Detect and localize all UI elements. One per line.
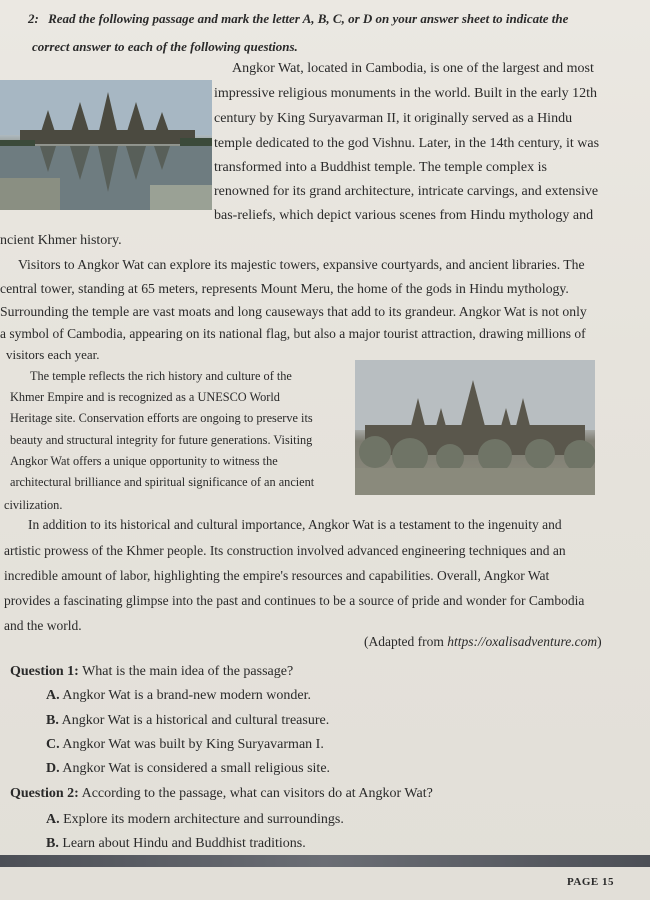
q2-option-a-letter: A.: [46, 812, 60, 827]
source-citation: [364, 633, 602, 651]
p1-line-8: ncient Khmer history.: [0, 233, 122, 248]
q1-option-c-text: Angkor Wat was built by King Suryavarman I.: [62, 737, 324, 752]
instruction-line-2: correct answer to each of the following questions.: [32, 39, 298, 54]
question-2-text: According to the passage, what can visitors do at Angkor Wat?: [81, 786, 433, 801]
q1-option-c-letter: C.: [46, 737, 60, 752]
p4-line-2: artistic prowess of the Khmer people. Its construction involved advanced engineering techniques and an: [4, 543, 566, 558]
page-bottom-bar: [0, 855, 650, 867]
q1-option-a-letter: A.: [46, 688, 60, 703]
instruction-line-1: Read the following passage and mark the letter A, B, C, or D on your answer sheet to indicate the: [48, 11, 569, 26]
p3-line-4: beauty and structural integrity for future generations. Visiting: [10, 433, 313, 447]
p2-line-4: a symbol of Cambodia, appearing on its national flag, but also a major tourist attraction, drawing millions of: [0, 326, 586, 341]
p4-line-5: and the world.: [4, 618, 82, 633]
p3-line-7: civilization.: [4, 498, 63, 512]
angkor-wat-reflection-photo: [0, 80, 212, 210]
p1-line-3: century by King Suryavarman II, it originally served as a Hindu: [214, 111, 573, 126]
q1-option-d-letter: D.: [46, 761, 60, 776]
p1-line-5: transformed into a Buddhist temple. The temple complex is: [214, 160, 547, 175]
question-2-label: Question 2:: [10, 786, 79, 801]
q1-option-b-text: Angkor Wat is a historical and cultural treasure.: [61, 713, 330, 728]
question-1-label: Question 1:: [10, 664, 79, 679]
q2-option-b[interactable]: [46, 835, 306, 853]
p2-line-2: central tower, standing at 65 meters, represents Mount Meru, the home of the gods in Hindu mythology.: [0, 281, 569, 296]
source-prefix: (Adapted from: [364, 634, 448, 649]
q1-option-d[interactable]: [46, 760, 330, 778]
p3-line-6: architectural brilliance and spiritual significance of an ancient: [10, 475, 315, 489]
source-suffix: ): [597, 634, 602, 649]
p1-line-2: impressive religious monuments in the world. Built in the early 12th: [214, 86, 598, 101]
p1-line-6: renowned for its grand architecture, intricate carvings, and extensive: [214, 184, 599, 199]
question-1-text: What is the main idea of the passage?: [82, 664, 294, 679]
p3-line-5: Angkor Wat offers a unique opportunity to witness the: [10, 454, 278, 468]
p1-line-4: temple dedicated to the god Vishnu. Later, in the 14th century, it was: [214, 136, 600, 151]
p2-line-5: visitors each year.: [6, 347, 100, 362]
q1-option-a[interactable]: [46, 687, 311, 705]
page-number: PAGE 15: [567, 876, 614, 888]
p1-line-1: Angkor Wat, located in Cambodia, is one of the largest and most: [232, 61, 594, 76]
q1-option-b-letter: B.: [46, 713, 59, 728]
p4-line-4: provides a fascinating glimpse into the past and continues to be a source of pride and wonder for Cambodia: [4, 593, 585, 608]
question-2: [10, 785, 433, 803]
angkor-wat-towers-photo: [355, 360, 595, 495]
q2-option-a-text: Explore its modern architecture and surroundings.: [63, 812, 344, 827]
p1-line-7: bas-reliefs, which depict various scenes from Hindu mythology and: [214, 208, 594, 223]
source-url: https://oxalisadventure.com: [447, 634, 598, 649]
q2-option-a[interactable]: [46, 811, 344, 829]
section-number: 2:: [28, 11, 39, 26]
p3-line-1: The temple reflects the rich history and culture of the: [30, 369, 292, 383]
q1-option-c[interactable]: [46, 736, 324, 754]
q2-option-b-text: Learn about Hindu and Buddhist traditions.: [62, 836, 306, 851]
p4-line-1: In addition to its historical and cultural importance, Angkor Wat is a testament to the ingenuity and: [28, 517, 562, 532]
q1-option-a-text: Angkor Wat is a brand-new modern wonder.: [62, 688, 311, 703]
p2-line-1: Visitors to Angkor Wat can explore its majestic towers, expansive courtyards, and ancient libraries. The: [18, 257, 585, 272]
q1-option-d-text: Angkor Wat is considered a small religious site.: [62, 761, 331, 776]
p3-line-2: Khmer Empire and is recognized as a UNESCO World: [10, 390, 280, 404]
p4-line-3: incredible amount of labor, highlighting the empire's resources and capabilities. Overall, Angkor Wat: [4, 568, 550, 583]
q2-option-b-letter: B.: [46, 836, 59, 851]
p3-line-3: Heritage site. Conservation efforts are ongoing to preserve its: [10, 411, 313, 425]
question-1: [10, 663, 293, 681]
q1-option-b[interactable]: [46, 712, 329, 730]
p2-line-3: Surrounding the temple are vast moats and long causeways that add to its grandeur. Angkor Wat is not only: [0, 304, 587, 319]
